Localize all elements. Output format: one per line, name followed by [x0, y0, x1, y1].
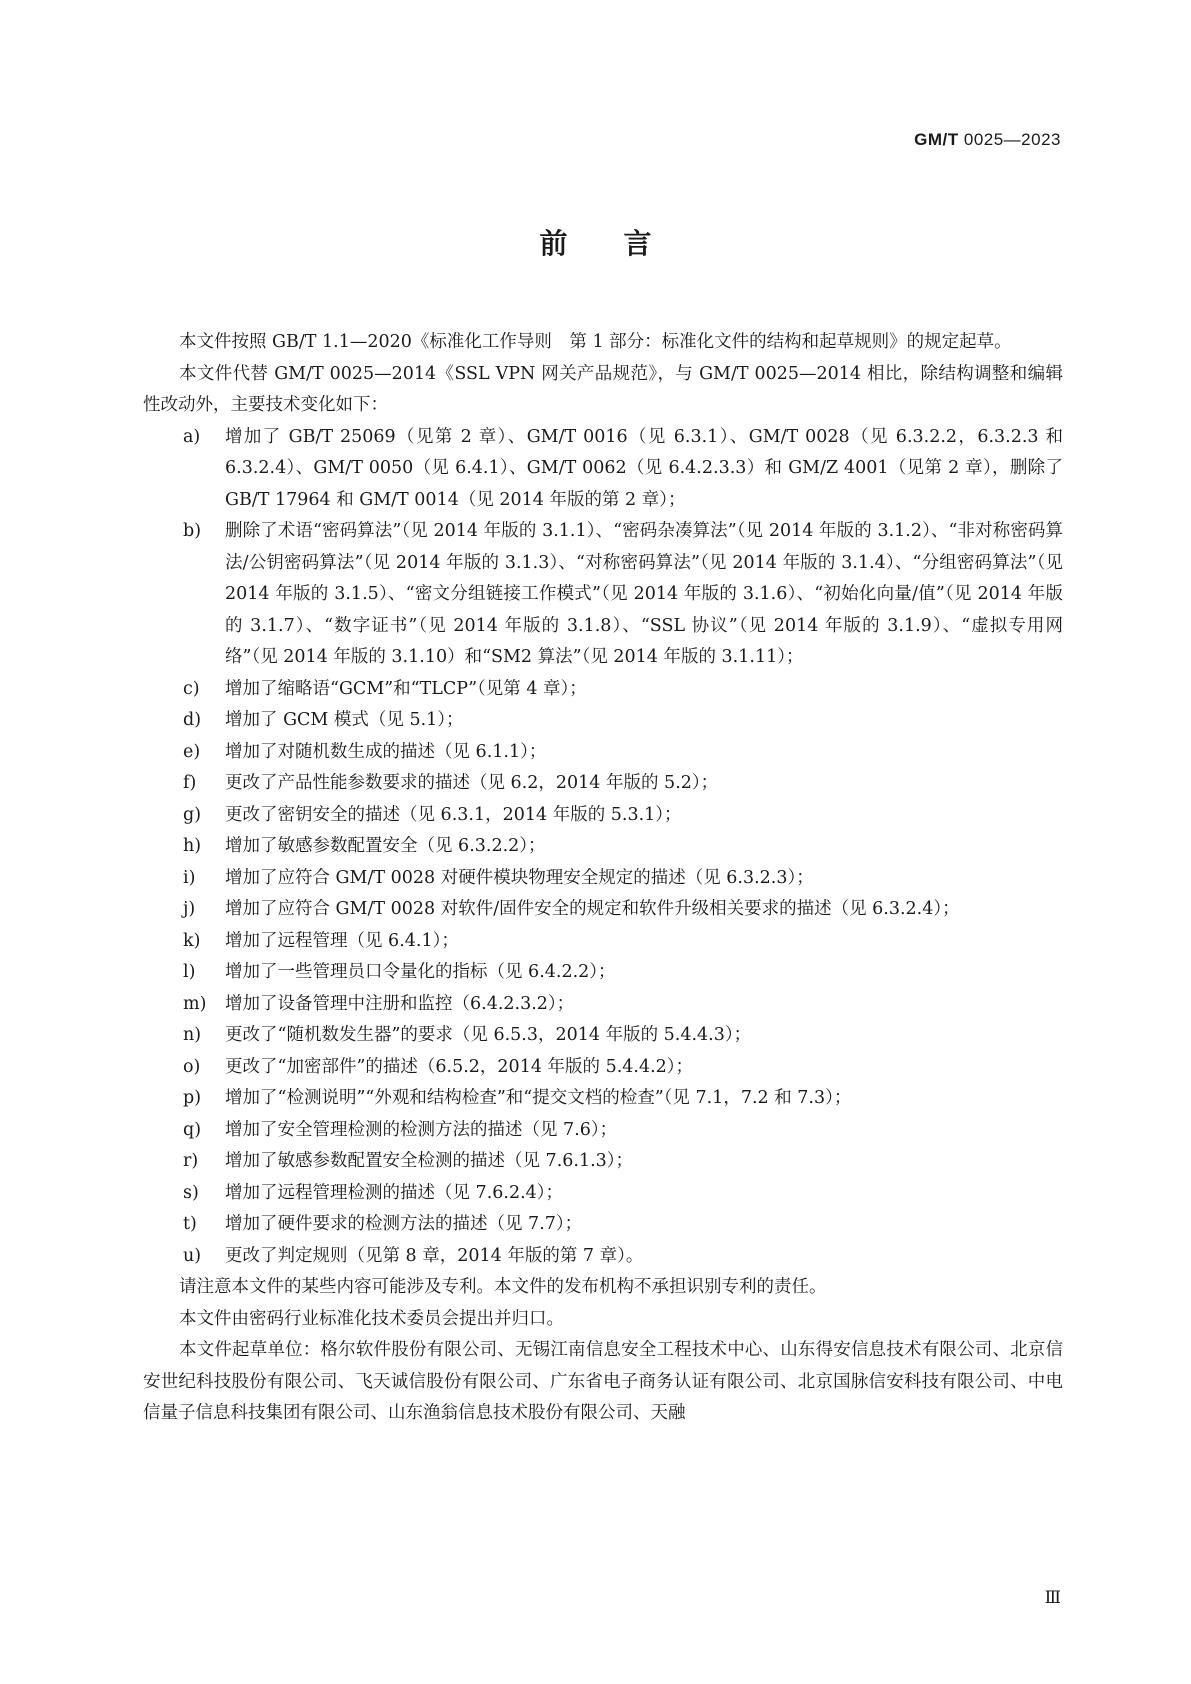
- item-text: 增加了应符合 GM/T 0028 对软件/固件安全的规定和软件升级相关要求的描述（见 6.3.2.4）；: [225, 899, 960, 919]
- list-item: [143, 1052, 1063, 1084]
- item-label: o): [183, 1056, 201, 1077]
- item-label: a): [183, 426, 201, 447]
- item-text: 增加了设备管理中注册和监控（6.4.2.3.2）；: [225, 993, 575, 1014]
- item-label: b): [183, 521, 202, 541]
- item-label: k): [183, 930, 201, 951]
- drafting-units: 本文件起草单位：格尔软件股份有限公司、无锡江南信息安全工程技术中心、山东得安信息技术有限公司、北京信安世纪科技股份有限公司、飞天诚信股份有限公司、广东省电子商务认证有限公司、北京国脉信安科技有限公司、中电信量子信息科技集团有限公司、山东渔翁信息技术股份有限公司、天融: [143, 1340, 1063, 1423]
- item-text: 更改了判定规则（见第 8 章，2014 年版的第 7 章）。: [225, 1245, 644, 1266]
- list-item: [143, 1020, 1063, 1052]
- list-item: [143, 1146, 1063, 1178]
- item-label: u): [183, 1245, 202, 1266]
- item-text: 增加了敏感参数配置安全（见 6.3.2.2）；: [225, 836, 546, 856]
- change-list: [143, 422, 1063, 1273]
- item-text: 增加了缩略语“GCM”和“TLCP”（见第 4 章）；: [225, 678, 587, 699]
- list-item: [143, 674, 1063, 706]
- patent-notice: 请注意本文件的某些内容可能涉及专利。本文件的发布机构不承担识别专利的责任。: [179, 1277, 827, 1297]
- item-text: 增加了 GCM 模式（见 5.1）；: [225, 710, 464, 730]
- document-code: [914, 130, 1061, 150]
- item-text: 增加了应符合 GM/T 0028 对硬件模块物理安全规定的描述（见 6.3.2.3）；: [225, 867, 814, 888]
- item-text: 增加了敏感参数配置安全检测的描述（见 7.6.1.3）；: [225, 1151, 634, 1171]
- item-label: h): [183, 836, 202, 856]
- list-item: [143, 863, 1063, 895]
- item-label: m): [183, 993, 207, 1014]
- item-label: d): [183, 710, 202, 730]
- list-item: [143, 831, 1063, 863]
- intro-paragraph: 本文件代替 GM/T 0025—2014《SSL VPN 网关产品规范》，与 GM/T 0025—2014 相比，除结构调整和编辑性改动外，主要技术变化如下：: [143, 363, 1063, 415]
- list-item: [143, 894, 1063, 926]
- item-text: 删除了术语“密码算法”（见 2014 年版的 3.1.1）、“密码杂凑算法”（见 2014 年版的 3.1.2）、“非对称密码算法/公钥密码算法”（见 2014 年版的 3.1.3）、“对称密码算法”（见 2014 年版的 3.1.4）、“分组密码算法”（见 2014 年版的 3.1.5）、“密文分组链接工作模式”（见 2014 年版的 3.1.6）、“初始化向量/值”（见 2014 年版的 3.1.7）、“数字证书”（见 2014 年版的 3.1.8）、“SSL 协议”（见 2014 年版的 3.1.9）、“虚拟专用网络”（见 2014 年版的 3.1.10）和“SM2 算法”（见 2014 年版的 3.1.11）；: [225, 521, 1063, 667]
- item-label: e): [183, 741, 201, 762]
- item-text: 增加了对随机数生成的描述（见 6.1.1）；: [225, 741, 547, 762]
- list-item: [143, 737, 1063, 769]
- item-text: 更改了“随机数发生器”的要求（见 6.5.3，2014 年版的 5.4.4.3）；: [225, 1025, 752, 1045]
- standard-number: 0025—2023: [963, 130, 1061, 149]
- item-label: i): [183, 867, 196, 888]
- item-text: 更改了密钥安全的描述（见 6.3.1，2014 年版的 5.3.1）；: [225, 804, 682, 825]
- page-number: Ⅲ: [1044, 1588, 1061, 1608]
- item-label: l): [183, 962, 196, 982]
- item-text: 增加了一些管理员口令量化的指标（见 6.4.2.2）；: [225, 962, 616, 982]
- page-title: 前言: [539, 227, 708, 260]
- list-item: [143, 1115, 1063, 1147]
- item-label: g): [183, 804, 202, 825]
- item-label: f): [183, 773, 197, 793]
- item-label: c): [183, 678, 200, 699]
- item-text: 增加了硬件要求的检测方法的描述（见 7.7）；: [225, 1214, 583, 1234]
- list-item: [143, 1178, 1063, 1210]
- item-text: 增加了“检测说明”“外观和结构检查”和“提交文档的检查”（见 7.1，7.2 和 7.3）；: [225, 1088, 852, 1108]
- list-item: [143, 422, 1063, 517]
- item-text: 增加了远程管理检测的描述（见 7.6.2.4）；: [225, 1182, 564, 1203]
- item-text: 增加了远程管理（见 6.4.1）；: [225, 930, 459, 951]
- item-label: r): [183, 1151, 199, 1171]
- list-item: [143, 768, 1063, 800]
- item-text: 增加了 GB/T 25069（见第 2 章）、GM/T 0016（见 6.3.1）、GM/T 0028（见 6.3.2.2，6.3.2.3 和 6.3.2.4）、GM/T 0050（见 6.4.1）、GM/T 0062（见 6.4.2.3.3）和 GM/Z 4001（见第 2 章），删除了 GB/T 17964 和 GM/T 0014（见 2014 年版的第 2 章）；: [225, 426, 1063, 510]
- item-text: 增加了安全管理检测的检测方法的描述（见 7.6）；: [225, 1119, 618, 1140]
- intro-paragraph: 本文件按照 GB/T 1.1—2020《标准化工作导则 第 1 部分：标准化文件的结构和起草规则》的规定起草。: [179, 332, 1012, 352]
- standard-prefix: GM/T: [914, 130, 959, 149]
- list-item: [143, 926, 1063, 958]
- item-text: 更改了“加密部件”的描述（6.5.2，2014 年版的 5.4.4.2）；: [225, 1056, 694, 1077]
- item-label: n): [183, 1025, 202, 1045]
- list-item: [143, 705, 1063, 737]
- list-item: [143, 1083, 1063, 1115]
- list-item: [143, 800, 1063, 832]
- item-label: p): [183, 1088, 202, 1108]
- proposer-statement: 本文件由密码行业标准化技术委员会提出并归口。: [179, 1308, 564, 1329]
- list-item: [143, 989, 1063, 1021]
- item-text: 更改了产品性能参数要求的描述（见 6.2，2014 年版的 5.2）；: [225, 773, 719, 793]
- list-item: [143, 516, 1063, 674]
- list-item: [143, 1241, 1063, 1273]
- item-label: s): [183, 1182, 199, 1203]
- list-item: [143, 1209, 1063, 1241]
- foreword-body: [143, 327, 1063, 1430]
- list-item: [143, 957, 1063, 989]
- item-label: t): [183, 1214, 197, 1234]
- item-label: j): [183, 899, 196, 919]
- item-label: q): [183, 1119, 202, 1140]
